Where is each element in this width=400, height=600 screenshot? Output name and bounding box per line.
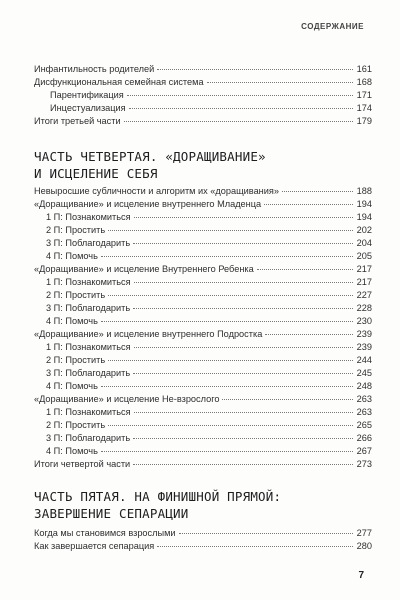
toc-entry-label: 4 П: Помочь <box>46 251 98 261</box>
toc-entry-page: 179 <box>356 116 372 126</box>
toc-entry-page: 227 <box>356 290 372 300</box>
toc-entry-page: 263 <box>356 394 372 404</box>
toc-entry-page: 267 <box>356 446 372 456</box>
toc-entry-label: 3 П: Поблагодарить <box>46 303 131 313</box>
part5-heading <box>34 488 372 522</box>
toc-entry-label: 2 П: Простить <box>46 225 106 235</box>
toc-entry-page: 174 <box>356 103 372 113</box>
toc-entry-label: 3 П: Поблагодарить <box>46 368 131 378</box>
toc-entry <box>34 250 372 263</box>
toc-entry-label: «Доращивание» и исцеление внутреннего Младенца <box>34 199 262 209</box>
toc-entry-page: 168 <box>356 77 372 87</box>
toc-entry <box>34 367 372 380</box>
toc-entry <box>34 198 372 211</box>
toc-entry <box>34 237 372 250</box>
toc-entry-label: Когда мы становимся взрослыми <box>34 528 176 538</box>
toc-part4 <box>34 185 372 471</box>
toc-entry <box>34 102 372 115</box>
toc-entry-label: 2 П: Простить <box>46 290 106 300</box>
toc-entry-page: 265 <box>356 420 372 430</box>
toc-entry <box>34 115 372 128</box>
toc-entry-label: 2 П: Простить <box>46 420 106 430</box>
toc-entry <box>34 445 372 458</box>
toc-entry-page: 194 <box>356 199 372 209</box>
toc-entry <box>34 432 372 445</box>
toc-entry <box>34 302 372 315</box>
toc-entry <box>34 224 372 237</box>
toc-entry-label: 1 П: Познакомиться <box>46 277 131 287</box>
toc-entry <box>34 393 372 406</box>
toc-entry-page: 188 <box>356 186 372 196</box>
toc-entry-page: 230 <box>356 316 372 326</box>
part4-title-line2: И ИСЦЕЛЕНИЕ СЕБЯ <box>34 166 158 181</box>
toc-entry <box>34 354 372 367</box>
toc-entry-page: 266 <box>356 433 372 443</box>
toc-entry-label: Инфантильность родителей <box>34 64 155 74</box>
toc-entry-label: «Доращивание» и исцеление Внутреннего Ребенка <box>34 264 254 274</box>
toc-entry-label: Парентификация <box>50 90 124 100</box>
toc-entry-page: 239 <box>356 342 372 352</box>
page-number: 7 <box>358 570 364 581</box>
toc-entry-page: 280 <box>356 541 372 551</box>
toc-entry-label: Дисфункциональная семейная система <box>34 77 204 87</box>
toc-entry-page: 171 <box>356 90 372 100</box>
toc-entry-label: 4 П: Помочь <box>46 381 98 391</box>
toc-entry-label: Инцестуализация <box>50 103 126 113</box>
toc-entry <box>34 63 372 76</box>
toc-entry-page: 263 <box>356 407 372 417</box>
toc-entry-page: 228 <box>356 303 372 313</box>
toc-entry <box>34 419 372 432</box>
toc-entry <box>34 89 372 102</box>
toc-entry <box>34 527 372 540</box>
toc-entry-label: «Доращивание» и исцеление Не-взрослого <box>34 394 220 404</box>
toc-entry-label: 3 П: Поблагодарить <box>46 238 131 248</box>
toc-entry <box>34 276 372 289</box>
toc-entry-page: 202 <box>356 225 372 235</box>
toc-entry <box>34 76 372 89</box>
toc-entry <box>34 406 372 419</box>
toc-entry <box>34 263 372 276</box>
toc-entry-page: 277 <box>356 528 372 538</box>
part5-title-line2: ЗАВЕРШЕНИЕ СЕПАРАЦИИ <box>34 506 189 521</box>
toc-entry-label: 3 П: Поблагодарить <box>46 433 131 443</box>
part5-title-line1: ЧАСТЬ ПЯТАЯ. НА ФИНИШНОЙ ПРЯМОЙ: <box>34 489 282 504</box>
toc-entry-label: 1 П: Познакомиться <box>46 342 131 352</box>
part4-heading <box>34 148 372 182</box>
toc-entry-label: Итоги третьей части <box>34 116 121 126</box>
toc-entry-page: 244 <box>356 355 372 365</box>
toc-entry-page: 217 <box>356 277 372 287</box>
toc-entry-page: 273 <box>356 459 372 469</box>
toc-part3-tail <box>34 63 372 128</box>
toc-entry-label: 2 П: Простить <box>46 355 106 365</box>
toc-part5 <box>34 527 372 553</box>
toc-entry <box>34 315 372 328</box>
toc-entry-label: 4 П: Помочь <box>46 446 98 456</box>
toc-entry <box>34 341 372 354</box>
toc-entry-page: 245 <box>356 368 372 378</box>
toc-entry <box>34 458 372 471</box>
toc-entry <box>34 540 372 553</box>
part4-title-line1: ЧАСТЬ ЧЕТВЕРТАЯ. «ДОРАЩИВАНИЕ» <box>34 149 266 164</box>
toc-entry-label: Невыросшие субличности и алгоритм их «доращивания» <box>34 186 279 196</box>
toc-entry-label: 1 П: Познакомиться <box>46 212 131 222</box>
running-head: СОДЕРЖАНИЕ <box>301 22 364 31</box>
toc-entry-page: 161 <box>356 64 372 74</box>
toc-entry-label: Итоги четвертой части <box>34 459 131 469</box>
toc-entry-page: 205 <box>356 251 372 261</box>
toc-entry-label: Как завершается сепарация <box>34 541 155 551</box>
toc-entry <box>34 211 372 224</box>
toc-entry <box>34 289 372 302</box>
toc-entry-page: 239 <box>356 329 372 339</box>
toc-entry-page: 194 <box>356 212 372 222</box>
toc-entry <box>34 380 372 393</box>
toc-entry-label: 4 П: Помочь <box>46 316 98 326</box>
toc-entry-label: «Доращивание» и исцеление внутреннего Подростка <box>34 329 263 339</box>
toc-entry <box>34 328 372 341</box>
toc-entry <box>34 185 372 198</box>
toc-entry-page: 217 <box>356 264 372 274</box>
toc-entry-label: 1 П: Познакомиться <box>46 407 131 417</box>
toc-entry-page: 204 <box>356 238 372 248</box>
toc-entry-page: 248 <box>356 381 372 391</box>
